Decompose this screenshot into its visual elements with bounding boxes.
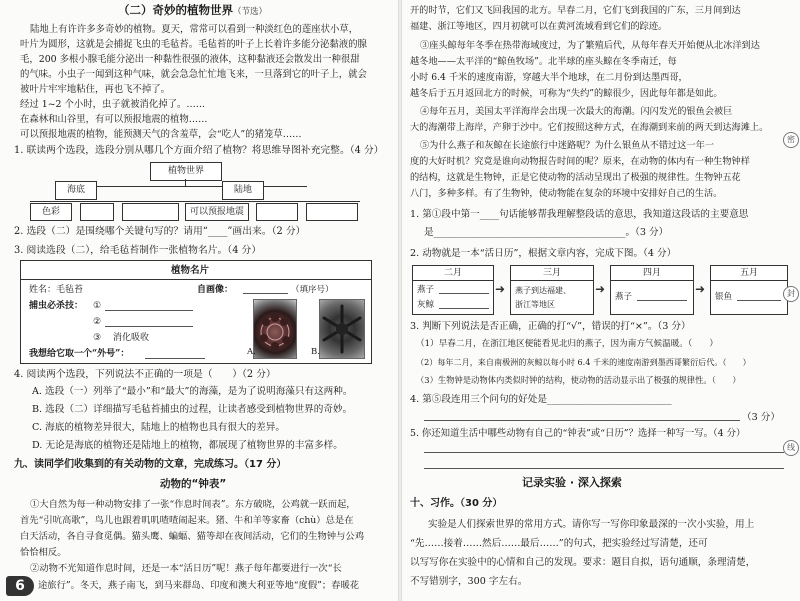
card-self-portrait-label: 自画像： xyxy=(197,285,234,295)
mindmap-node-seabed: 海底 xyxy=(55,181,97,200)
mindmap-node-land: 陆地 xyxy=(222,181,264,200)
question-2: 2. 选段（二）是围绕哪个关键句写的？请用“____”画出来。（2 分） xyxy=(14,226,306,237)
passage-line: 陆地上有许许多多奇妙的植物。夏天，常常可以看到一种淡红色的莲座状小草， xyxy=(30,24,359,35)
page-number: 6 xyxy=(6,576,34,596)
calendar-month: 二月 xyxy=(413,266,493,281)
article-title: 动物的“钟表” xyxy=(160,478,227,490)
part-ten-heading: 十、习作。（30 分） xyxy=(410,498,503,509)
calendar-box-apr xyxy=(610,265,694,315)
mindmap-blank[interactable] xyxy=(80,203,114,221)
essay-line: 以写写你在实验中的心情和自己的发现。要求：题目自拟，语句通顺，条理清楚， xyxy=(410,557,756,568)
essay-line: 不写错别字，300 字左右。 xyxy=(410,576,528,587)
passage-line: 被叶片牢牢地粘住，再也飞不掉了。 xyxy=(20,84,171,95)
article-line: 途旅行”。冬天，燕子南飞，到马来群岛、印度和澳大利亚等地“度假”；春暖花 xyxy=(38,580,360,591)
passage-line: 在森林和山谷里，有可以预报地震的植物…… xyxy=(20,114,208,125)
section-title: （二）奇妙的植物世界（节选） xyxy=(118,3,268,17)
explore-title: 记录实验 · 深入探索 xyxy=(522,476,622,489)
mindmap-blank[interactable] xyxy=(306,203,358,221)
answer-line[interactable] xyxy=(424,468,784,469)
left-page xyxy=(0,0,398,601)
calendar-entry: 浙江等地区 xyxy=(515,300,555,309)
calendar-box-feb xyxy=(412,265,494,315)
article-line: 大的海潮带上海岸，产卵于沙中。它们按照这种方式，在海潮到来前的两天到达海滩上。 xyxy=(410,122,769,133)
calendar-entry: 灰鲸 xyxy=(417,300,435,310)
essay-line: 实验是人们探索世界的常用方式。请你写一写你印象最深的一次小实验，用上 xyxy=(428,519,755,530)
calendar-entry: 燕子 xyxy=(615,292,633,302)
seal-mark: 密 xyxy=(783,132,799,148)
calendar-answer-line[interactable] xyxy=(439,293,489,294)
card-step-1: ① xyxy=(93,301,102,311)
option-a: A. 选段（一）列举了“最小”和“最大”的海藻，是为了说明海藻只有这两种。 xyxy=(32,386,353,397)
arrow-right-icon: ➜ xyxy=(695,282,706,296)
article-line: 越冬后于五月返回北方的时候，可称为“失约”的鲸很少，因此每年都是如此。 xyxy=(410,88,723,99)
article-line: 八门，多种多样。有了生物钟，使动物能在复杂的环境中安排好自己的生活。 xyxy=(410,188,723,199)
card-self-hint: （填序号） xyxy=(291,285,334,295)
article-line: ①大自然为每一种动物安排了一张“作息时间表”。东方破晓，公鸡就一跃而起， xyxy=(30,499,356,510)
question-4: 4. 阅读两个选段，下列说法不正确的一项是（ ）（2 分） xyxy=(14,369,276,380)
photo-b-label: B. xyxy=(311,347,320,357)
card-step-3: ③ xyxy=(93,333,102,343)
option-c: C. 海底的植物差异很大，陆地上的植物也具有很大的差异。 xyxy=(32,422,285,433)
question-r1-answer: 是________________________________________。（3 分） xyxy=(424,227,669,238)
judge-item-3: （3）生物钟是动物体内类似时钟的结构，使动物的活动显示出了极强的规律性。（ ） xyxy=(416,375,741,385)
article-line: 越冬地——太平洋的“鲸鱼牧场”。北半球的座头鲸在冬季南迁，每 xyxy=(410,56,677,67)
card-divider xyxy=(21,279,371,280)
card-answer-line[interactable] xyxy=(145,358,205,359)
calendar-box-mar xyxy=(510,265,594,315)
card-name: 姓名：毛毡苔 xyxy=(29,285,84,295)
card-nickname-label: 我想给它取一个“外号”： xyxy=(29,349,130,359)
mindmap-connector xyxy=(30,201,360,202)
calendar-answer-line[interactable] xyxy=(439,308,489,309)
card-step-2: ② xyxy=(93,317,102,327)
part-nine-heading: 九、读同学们收集到的有关动物的文章，完成练习。（17 分） xyxy=(14,459,287,470)
question-r4: 4. 第⑤段连用三个问句的好处是__________________________ xyxy=(410,394,672,405)
calendar-entry: 燕子 xyxy=(417,285,435,295)
right-page xyxy=(402,0,800,601)
card-hunt-label: 捕虫必杀技： xyxy=(29,301,84,311)
arrow-right-icon: ➜ xyxy=(495,282,506,296)
calendar-answer-line[interactable] xyxy=(737,300,781,301)
essay-line: “先……接着……然后……最后……”的句式，把实验经过写清楚，还可 xyxy=(410,538,708,549)
question-1: 1. 联读两个选段，选段分别从哪几个方面介绍了植物？将思维导图补充完整。（4 分） xyxy=(14,145,384,156)
question-r5: 5. 你还知道生活中哪些动物有自己的“钟表”或“日历”？选择一种写一写。（4 分） xyxy=(410,428,746,439)
card-answer-line[interactable] xyxy=(105,326,193,327)
mindmap-blank[interactable] xyxy=(122,203,179,221)
calendar-month: 四月 xyxy=(611,266,693,281)
article-line: ③座头鲸每年冬季在热带海域度过，为了繁殖后代，从每年春天开始便从北冰洋到达 xyxy=(420,40,760,51)
arrow-right-icon: ➜ xyxy=(595,282,606,296)
plant-card xyxy=(20,260,372,364)
calendar-answer-line[interactable] xyxy=(637,300,687,301)
sundew-rosette-icon xyxy=(254,300,296,358)
plant-photo-b xyxy=(319,299,365,359)
article-line: 福建、浙江等地区，四月初就可以在黄河流域看到它们的踪迹。 xyxy=(410,21,668,32)
mindmap-root: 植物世界 xyxy=(150,162,222,181)
article-line: 度的大好时机？究竟是谁向动物报告时间的呢？原来，在动物的体内有一种生物钟样 xyxy=(410,156,750,167)
passage-line: 叶片为圆形，这就是会捕捉飞虫的毛毡苔。毛毡苔的叶子上长着许多能分泌黏液的腺 xyxy=(20,39,367,50)
passage-line: 可以预报地震的植物，能预测天气的含羞草，会“吃人”的猪笼草…… xyxy=(20,129,302,140)
article-line: 恰恰相反。 xyxy=(20,547,67,558)
calendar-entry: 燕子到达福建、 xyxy=(515,286,571,295)
photo-a-label: A. xyxy=(247,347,256,357)
answer-line[interactable] xyxy=(424,420,740,421)
card-answer-line[interactable] xyxy=(105,310,193,311)
article-line: 首先“引吭高歌”，鸟儿也跟着叽叽喳喳闹起来。猪、牛和羊等家畜（chù）总是在 xyxy=(20,515,354,526)
option-b: B. 选段（二）详细描写毛毡苔捕虫的过程，让读者感受到植物世界的奇妙。 xyxy=(32,404,353,415)
mindmap-leaf-earthquake: 可以预报地震 xyxy=(185,203,249,221)
passage-line: 经过 1~2 个小时，虫子就被消化掉了。…… xyxy=(20,99,206,110)
flower-icon xyxy=(320,300,364,358)
article-line: ④每年五月，美国太平洋海岸会出现一次最大的海潮。闪闪发光的银鱼会被巨 xyxy=(420,106,733,117)
article-line: 白天活动，各自寻食觅偶。猫头鹰、蝙蝠、猫等却在夜间活动，它们的生物钟与公鸡 xyxy=(20,531,364,542)
calendar-entry: 银鱼 xyxy=(715,292,733,302)
card-answer-line[interactable] xyxy=(243,293,288,294)
seal-mark: 封 xyxy=(783,286,799,302)
article-line: 的结构，这就是生物钟，正是它使动物的活动呈现出了极强的规律性。生物钟五花 xyxy=(410,172,741,183)
judge-item-1: （1）早春二月，在浙江地区便能看见北归的燕子，因为南方气候温暖。（ ） xyxy=(416,339,718,349)
article-line: ②动物不光知道作息时间，还是一本“活日历”呢！燕子每年都要进行一次“长 xyxy=(30,563,342,574)
article-line: ⑤为什么燕子和灰鲸在长途旅行中迷路呢？为什么银鱼从不错过这一年一 xyxy=(420,140,714,151)
article-line: 小时 6.4 千米的速度南游，穿越大半个地球，在二月份到达墨西哥， xyxy=(410,72,688,83)
answer-line[interactable] xyxy=(424,452,784,453)
plant-photo-a xyxy=(253,299,297,359)
question-3: 3. 阅读选段（二），给毛毡苔制作一张植物名片。（4 分） xyxy=(14,245,262,256)
mindmap-connector xyxy=(185,179,186,186)
calendar-month: 五月 xyxy=(711,266,787,281)
mindmap-connector xyxy=(95,186,307,187)
calendar-box-may xyxy=(710,265,788,315)
seal-mark: 线 xyxy=(783,440,799,456)
card-step-3-text: 消化吸收 xyxy=(113,333,150,343)
calendar-month: 三月 xyxy=(511,266,593,281)
card-heading: 植物名片 xyxy=(171,265,210,276)
mindmap-leaf-color: 色彩 xyxy=(30,203,72,221)
mindmap-blank[interactable] xyxy=(256,203,298,221)
passage-line: 毛，200 多根小腺毛能分泌出一种黏性很强的液体，这种黏液还会散发出一种很甜 xyxy=(20,54,360,65)
passage-line: 的气味。小虫子一闻到这种气味，就会急急忙忙地飞来，一旦落到它的叶子上，就会 xyxy=(20,69,367,80)
question-r1: 1. 第①段中第一____句话能够帮我理解整段话的意思，我知道这段话的主要意思 xyxy=(410,209,749,220)
option-d: D. 无论是海底的植物还是陆地上的植物，都展现了植物世界的丰富多样。 xyxy=(32,440,343,451)
question-r4-score: （3 分） xyxy=(742,412,780,423)
article-line: 开的时节，它们又飞回我国的北方。早春二月，它们飞到我国的广东，三月间到达 xyxy=(410,5,741,16)
question-r2: 2. 动物就是一本“活日历”，根据文章内容，完成下图。（4 分） xyxy=(410,248,677,259)
judge-item-2: （2）每年二月，来自南极洲的灰鲸以每小时 6.4 千米的速度南游到墨西哥繁衍后代。（ ） xyxy=(416,357,751,367)
question-r3: 3. 判断下列说法是否正确，正确的打“√”，错误的打“×”。（3 分） xyxy=(410,321,691,332)
